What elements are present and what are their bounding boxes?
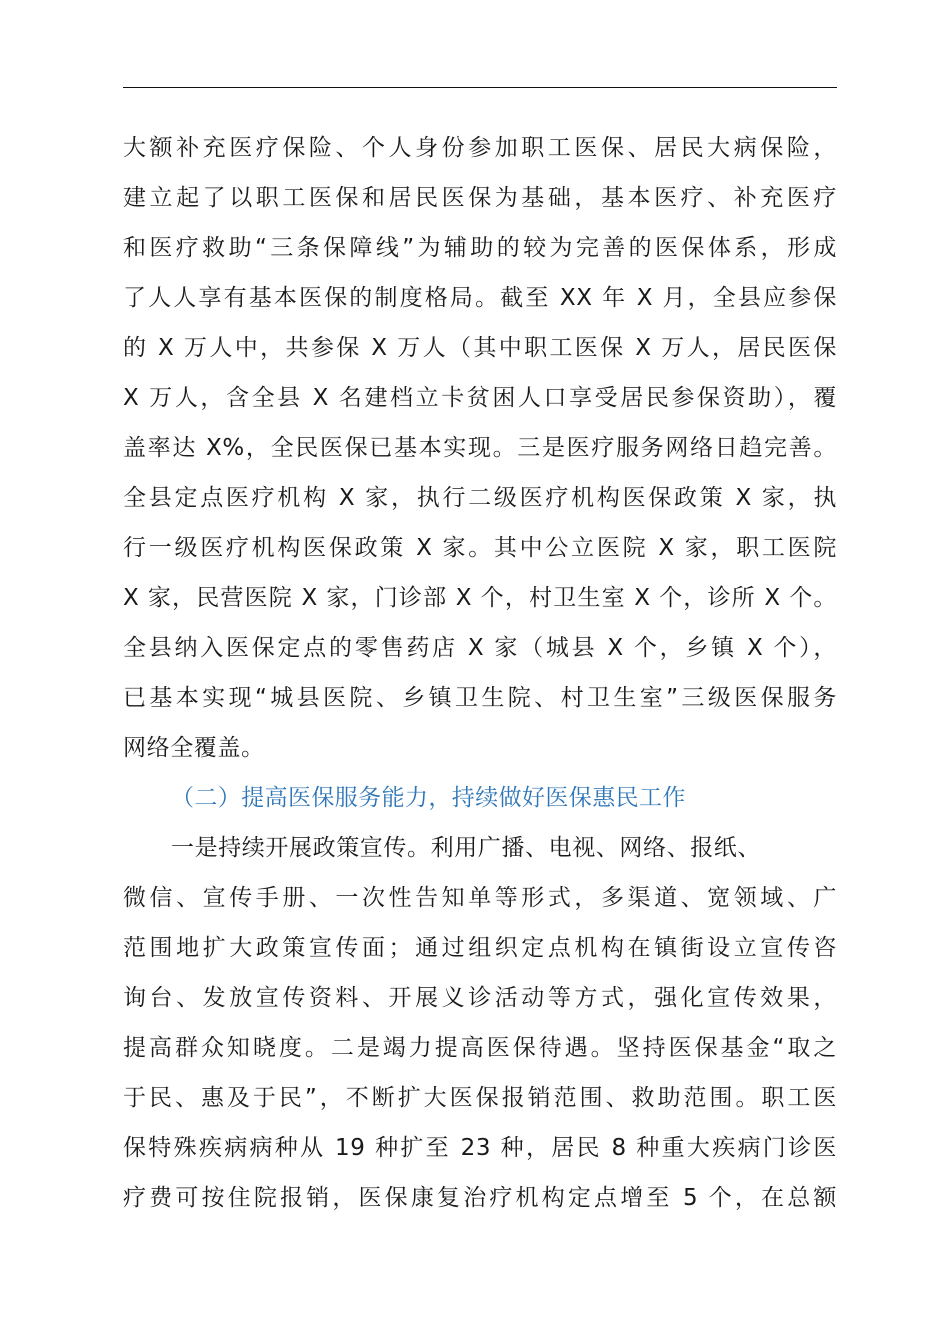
paragraph-line: X 万人，含全县 X 名建档立卡贫困人口享受居民参保资助），覆: [123, 385, 837, 411]
paragraph-line: 全县纳入医保定点的零售药店 X 家（城县 X 个，乡镇 X 个），: [123, 635, 837, 661]
paragraph-line: 保特殊疾病病种从 19 种扩至 23 种，居民 8 种重大疾病门诊医: [123, 1135, 837, 1161]
paragraph-line: 疗费可按住院报销，医保康复治疗机构定点增至 5 个，在总额: [123, 1185, 837, 1211]
paragraph-line: 了人人享有基本医保的制度格局。截至 XX 年 X 月，全县应参保: [123, 285, 837, 311]
paragraph-line: 和医疗救助“三条保障线”为辅助的较为完善的医保体系，形成: [123, 235, 837, 261]
paragraph-line: 网络全覆盖。: [123, 735, 265, 761]
paragraph-line: 微信、宣传手册、一次性告知单等形式，多渠道、宽领域、广: [123, 885, 837, 911]
paragraph-line: 的 X 万人中，共参保 X 万人（其中职工医保 X 万人，居民医保: [123, 335, 837, 361]
paragraph-line: 一是持续开展政策宣传。利用广播、电视、网络、报纸、: [171, 835, 761, 861]
paragraph-line: 询台、发放宣传资料、开展义诊活动等方式，强化宣传效果，: [123, 985, 837, 1011]
paragraph-line: 范围地扩大政策宣传面；通过组织定点机构在镇街设立宣传咨: [123, 935, 837, 961]
paragraph-line: 已基本实现“城县医院、乡镇卫生院、村卫生室”三级医保服务: [123, 685, 837, 711]
paragraph-line: X 家，民营医院 X 家，门诊部 X 个，村卫生室 X 个，诊所 X 个。: [123, 585, 837, 611]
paragraph-line: 建立起了以职工医保和居民医保为基础，基本医疗、补充医疗: [123, 185, 837, 211]
document-body: [123, 123, 837, 1223]
section-heading: （二）提高医保服务能力，持续做好医保惠民工作: [171, 785, 686, 811]
paragraph-line: 行一级医疗机构医保政策 X 家。其中公立医院 X 家，职工医院: [123, 535, 837, 561]
header-rule: [123, 87, 837, 88]
paragraph-line: 盖率达 X%，全民医保已基本实现。三是医疗服务网络日趋完善。: [123, 435, 837, 461]
paragraph-line: 于民、惠及于民”，不断扩大医保报销范围、救助范围。职工医: [123, 1085, 837, 1111]
paragraph-line: 大额补充医疗保险、个人身份参加职工医保、居民大病保险，: [123, 135, 837, 161]
paragraph-line: 全县定点医疗机构 X 家，执行二级医疗机构医保政策 X 家，执: [123, 485, 837, 511]
paragraph-line: 提高群众知晓度。二是竭力提高医保待遇。坚持医保基金“取之: [123, 1035, 837, 1061]
